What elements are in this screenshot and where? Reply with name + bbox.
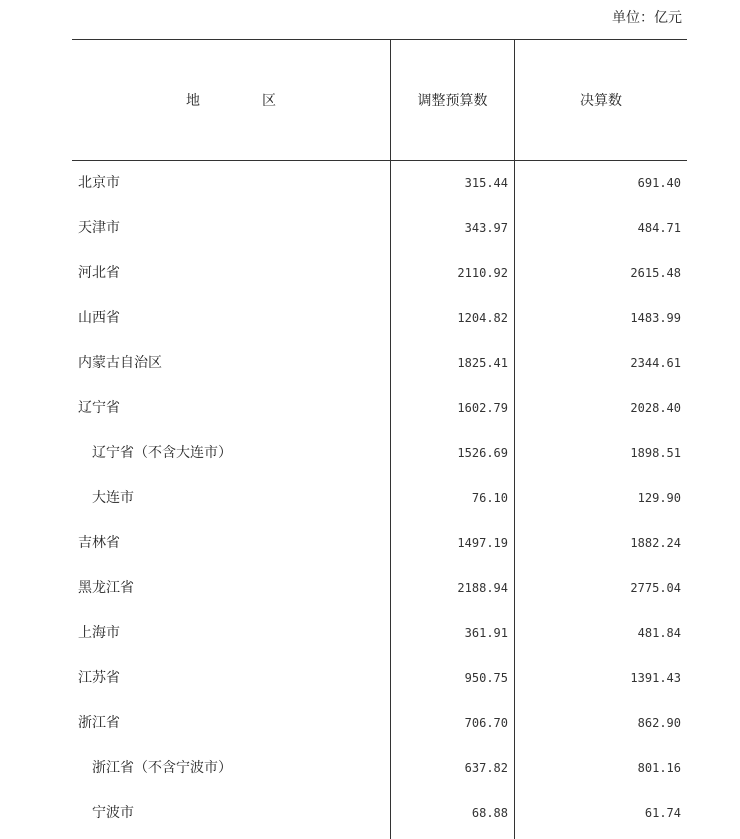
region-name: 天津市 xyxy=(78,220,120,236)
final-accounts-value: 2775.04 xyxy=(630,581,681,595)
adjusted-budget-value: 1825.41 xyxy=(457,356,508,370)
region-name: 黑龙江省 xyxy=(78,580,134,596)
adjusted-budget-value: 1204.82 xyxy=(457,311,508,325)
table-row xyxy=(72,611,687,656)
table-row xyxy=(72,701,687,746)
table-row xyxy=(72,476,687,521)
adjusted-budget-value: 315.44 xyxy=(464,176,508,190)
region-name: 吉林省 xyxy=(78,535,120,551)
final-accounts-value: 691.40 xyxy=(637,176,681,190)
final-accounts-value: 1882.24 xyxy=(630,536,681,550)
table-row xyxy=(72,206,687,251)
adjusted-budget-value: 343.97 xyxy=(464,221,508,235)
final-accounts-value: 61.74 xyxy=(644,806,681,820)
table-row xyxy=(72,341,687,386)
table-row xyxy=(72,161,687,206)
final-accounts-value: 862.90 xyxy=(637,716,681,730)
adjusted-budget-value: 706.70 xyxy=(464,716,508,730)
final-accounts-value: 2615.48 xyxy=(630,266,681,280)
final-accounts-value: 481.84 xyxy=(637,626,681,640)
final-accounts-value: 1391.43 xyxy=(630,671,681,685)
adjusted-budget-value: 950.75 xyxy=(464,671,508,685)
table-row xyxy=(72,656,687,701)
header-region-char-2: 区 xyxy=(262,92,276,109)
header-region xyxy=(72,39,390,160)
adjusted-budget-value: 1526.69 xyxy=(457,446,508,460)
header-adjusted-budget: 调整预算数 xyxy=(417,92,488,109)
region-name: 大连市 xyxy=(92,490,134,506)
final-accounts-value: 1898.51 xyxy=(630,446,681,460)
final-accounts-value: 2028.40 xyxy=(630,401,681,415)
adjusted-budget-value: 637.82 xyxy=(464,761,508,775)
region-name: 上海市 xyxy=(78,625,120,641)
final-accounts-value: 1483.99 xyxy=(630,311,681,325)
region-name: 辽宁省（不含大连市） xyxy=(92,445,232,461)
adjusted-budget-value: 2110.92 xyxy=(457,266,508,280)
final-accounts-value: 801.16 xyxy=(637,761,681,775)
header-final-accounts: 决算数 xyxy=(580,92,622,109)
table-row xyxy=(72,251,687,296)
table-row xyxy=(72,521,687,566)
region-name: 北京市 xyxy=(78,175,120,191)
header-region-char-1: 地 xyxy=(186,92,200,109)
region-name: 宁波市 xyxy=(92,805,134,821)
region-name: 浙江省 xyxy=(78,715,120,731)
final-accounts-value: 2344.61 xyxy=(630,356,681,370)
table-row xyxy=(72,791,687,836)
adjusted-budget-value: 76.10 xyxy=(471,491,508,505)
region-name: 山西省 xyxy=(78,310,120,326)
unit-label: 单位：亿元 xyxy=(612,10,682,26)
table-row xyxy=(72,386,687,431)
table-row xyxy=(72,296,687,341)
region-name: 浙江省（不含宁波市） xyxy=(92,760,232,776)
region-name: 辽宁省 xyxy=(78,400,120,416)
adjusted-budget-value: 68.88 xyxy=(471,806,508,820)
final-accounts-value: 484.71 xyxy=(637,221,681,235)
table-row xyxy=(72,746,687,791)
region-name: 河北省 xyxy=(78,265,120,281)
adjusted-budget-value: 1497.19 xyxy=(457,536,508,550)
table-row xyxy=(72,566,687,611)
adjusted-budget-value: 2188.94 xyxy=(457,581,508,595)
region-name: 内蒙古自治区 xyxy=(78,355,162,371)
adjusted-budget-value: 361.91 xyxy=(464,626,508,640)
final-accounts-value: 129.90 xyxy=(637,491,681,505)
budget-table xyxy=(72,39,687,839)
region-name: 江苏省 xyxy=(78,670,120,686)
table-row xyxy=(72,431,687,476)
adjusted-budget-value: 1602.79 xyxy=(457,401,508,415)
